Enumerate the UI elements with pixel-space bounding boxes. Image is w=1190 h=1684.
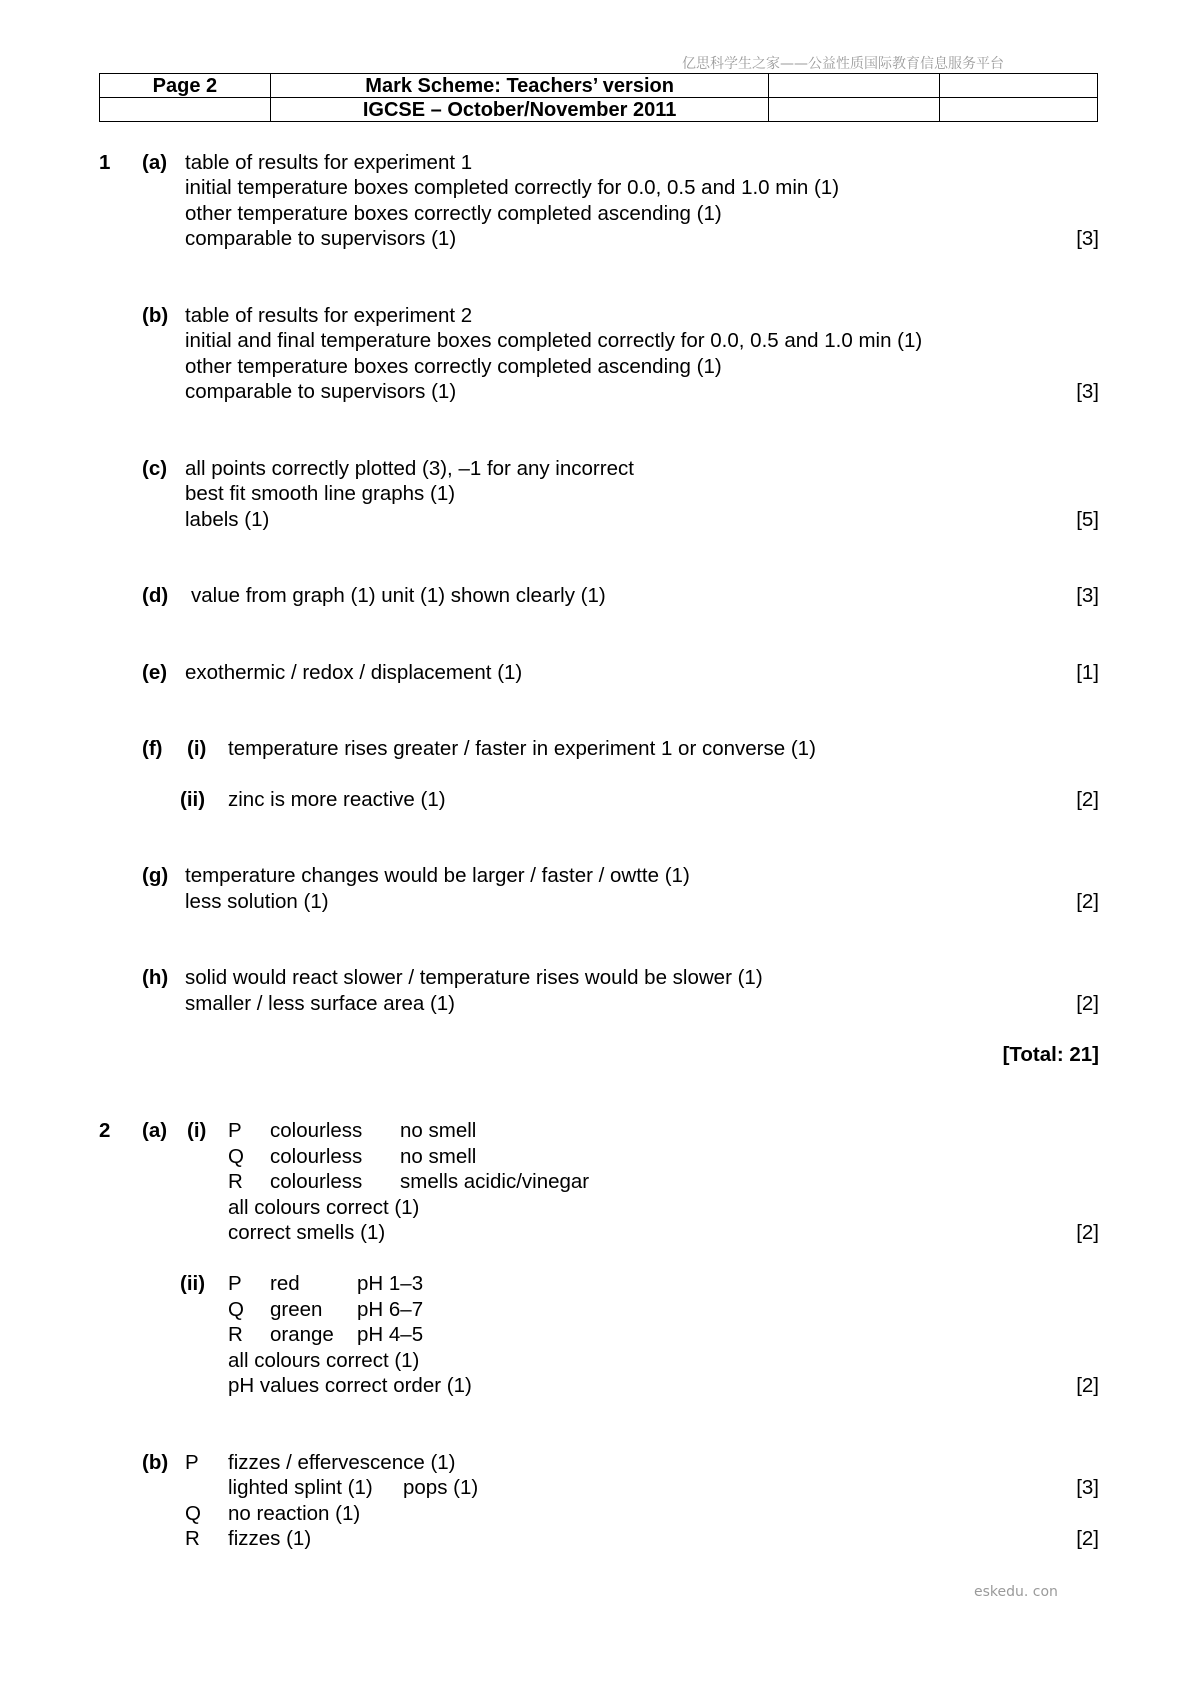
q1a-line: comparable to supervisors (1) xyxy=(185,227,457,250)
q1a-label: (a) xyxy=(142,151,168,174)
q1a-line: other temperature boxes correctly completed ascending (1) xyxy=(185,202,722,225)
q2b-p-line: fizzes / effervescence (1) xyxy=(228,1451,456,1474)
q1f-label: (f) xyxy=(142,737,163,760)
q2a-label: (a) xyxy=(142,1119,168,1142)
header-empty-cell xyxy=(940,98,1098,122)
q1c-line: labels (1) xyxy=(185,508,270,531)
q1b-line: initial and final temperature boxes completed correctly for 0.0, 0.5 and 1.0 min (1) xyxy=(185,329,923,352)
q2a-i-letter: P xyxy=(228,1119,242,1142)
q1a-line: table of results for experiment 1 xyxy=(185,151,473,174)
q2a-i-colour: colourless xyxy=(270,1145,363,1168)
q1b-line: other temperature boxes correctly completed ascending (1) xyxy=(185,355,722,378)
q2a-i-colour: colourless xyxy=(270,1119,363,1142)
header-empty-cell xyxy=(769,98,940,122)
q1f-i-label: (i) xyxy=(187,737,207,760)
q2a-ii-note: all colours correct (1) xyxy=(228,1349,420,1372)
q1-total: [Total: 21] xyxy=(1002,1043,1099,1066)
q2b-label: (b) xyxy=(142,1451,169,1474)
q2b-qr-mark: [2] xyxy=(1076,1527,1099,1550)
q2a-i-label: (i) xyxy=(187,1119,207,1142)
header-page: Page 2 xyxy=(100,74,271,98)
q2a-i-mark: [2] xyxy=(1076,1221,1099,1244)
q2a-ii-letter: Q xyxy=(228,1298,244,1321)
q1f-ii-label: (ii) xyxy=(180,788,206,811)
q1f-i-text: temperature rises greater / faster in experiment 1 or converse (1) xyxy=(228,737,816,760)
q2a-i-letter: R xyxy=(228,1170,243,1193)
q2a-ii-ph: pH 1–3 xyxy=(357,1272,424,1295)
q2b-p-pops: pops (1) xyxy=(403,1476,479,1499)
q2a-ii-ph: pH 4–5 xyxy=(357,1323,424,1346)
question-1-number: 1 xyxy=(99,151,111,174)
q1d-mark: [3] xyxy=(1076,584,1099,607)
header-empty-cell xyxy=(769,74,940,98)
q1h-label: (h) xyxy=(142,966,169,989)
q1c-mark: [5] xyxy=(1076,508,1099,531)
q1b-line: comparable to supervisors (1) xyxy=(185,380,457,403)
header-subtitle: IGCSE – October/November 2011 xyxy=(270,98,769,122)
q1c-line: all points correctly plotted (3), –1 for any incorrect xyxy=(185,457,634,480)
q1g-line: less solution (1) xyxy=(185,890,329,913)
q1e-mark: [1] xyxy=(1076,661,1099,684)
q2a-ii-mark: [2] xyxy=(1076,1374,1099,1397)
q2b-p-splint: lighted splint (1) xyxy=(228,1476,373,1499)
q1b-line: table of results for experiment 2 xyxy=(185,304,473,327)
q2a-ii-label: (ii) xyxy=(180,1272,206,1295)
q2a-ii-colour: orange xyxy=(270,1323,334,1346)
q2a-ii-letter: R xyxy=(228,1323,243,1346)
q1d-label: (d) xyxy=(142,584,169,607)
header-table xyxy=(99,73,1098,122)
q2a-i-note: all colours correct (1) xyxy=(228,1196,420,1219)
q1g-line: temperature changes would be larger / faster / owtte (1) xyxy=(185,864,690,887)
q1c-line: best fit smooth line graphs (1) xyxy=(185,482,456,505)
q1b-mark: [3] xyxy=(1076,380,1099,403)
q2a-ii-note: pH values correct order (1) xyxy=(228,1374,472,1397)
watermark-bottom: eskedu. con xyxy=(974,1584,1058,1600)
q1f-mark: [2] xyxy=(1076,788,1099,811)
q2a-ii-ph: pH 6–7 xyxy=(357,1298,424,1321)
q1a-line: initial temperature boxes completed correctly for 0.0, 0.5 and 1.0 min (1) xyxy=(185,176,840,199)
q1c-label: (c) xyxy=(142,457,168,480)
q2b-p-mark: [3] xyxy=(1076,1476,1099,1499)
header-empty-cell xyxy=(100,98,271,122)
header-empty-cell xyxy=(940,74,1098,98)
q1e-label: (e) xyxy=(142,661,168,684)
header-title: Mark Scheme: Teachers’ version xyxy=(270,74,769,98)
q1f-ii-text: zinc is more reactive (1) xyxy=(228,788,446,811)
q2b-q-letter: Q xyxy=(185,1502,201,1525)
q2a-i-note: correct smells (1) xyxy=(228,1221,386,1244)
q1h-mark: [2] xyxy=(1076,992,1099,1015)
question-2-number: 2 xyxy=(99,1119,111,1142)
q2a-i-letter: Q xyxy=(228,1145,244,1168)
q1h-line: solid would react slower / temperature rises would be slower (1) xyxy=(185,966,763,989)
q1b-label: (b) xyxy=(142,304,169,327)
q1a-mark: [3] xyxy=(1076,227,1099,250)
q1g-mark: [2] xyxy=(1076,890,1099,913)
q2a-i-smell: smells acidic/vinegar xyxy=(400,1170,590,1193)
q2a-i-smell: no smell xyxy=(400,1119,477,1142)
q1g-label: (g) xyxy=(142,864,169,887)
q1e-text: exothermic / redox / displacement (1) xyxy=(185,661,523,684)
q1h-line: smaller / less surface area (1) xyxy=(185,992,456,1015)
q2a-ii-colour: red xyxy=(270,1272,300,1295)
q2b-q-text: no reaction (1) xyxy=(228,1502,361,1525)
q2b-r-text: fizzes (1) xyxy=(228,1527,312,1550)
q2a-i-colour: colourless xyxy=(270,1170,363,1193)
q2a-ii-letter: P xyxy=(228,1272,242,1295)
q2a-ii-colour: green xyxy=(270,1298,323,1321)
q2b-p-letter: P xyxy=(185,1451,199,1474)
watermark-top: 亿思科学生之家——公益性质国际教育信息服务平台 xyxy=(682,56,1004,72)
q1d-text: value from graph (1) unit (1) shown clearly (1) xyxy=(191,584,606,607)
q2b-r-letter: R xyxy=(185,1527,200,1550)
q2a-i-smell: no smell xyxy=(400,1145,477,1168)
